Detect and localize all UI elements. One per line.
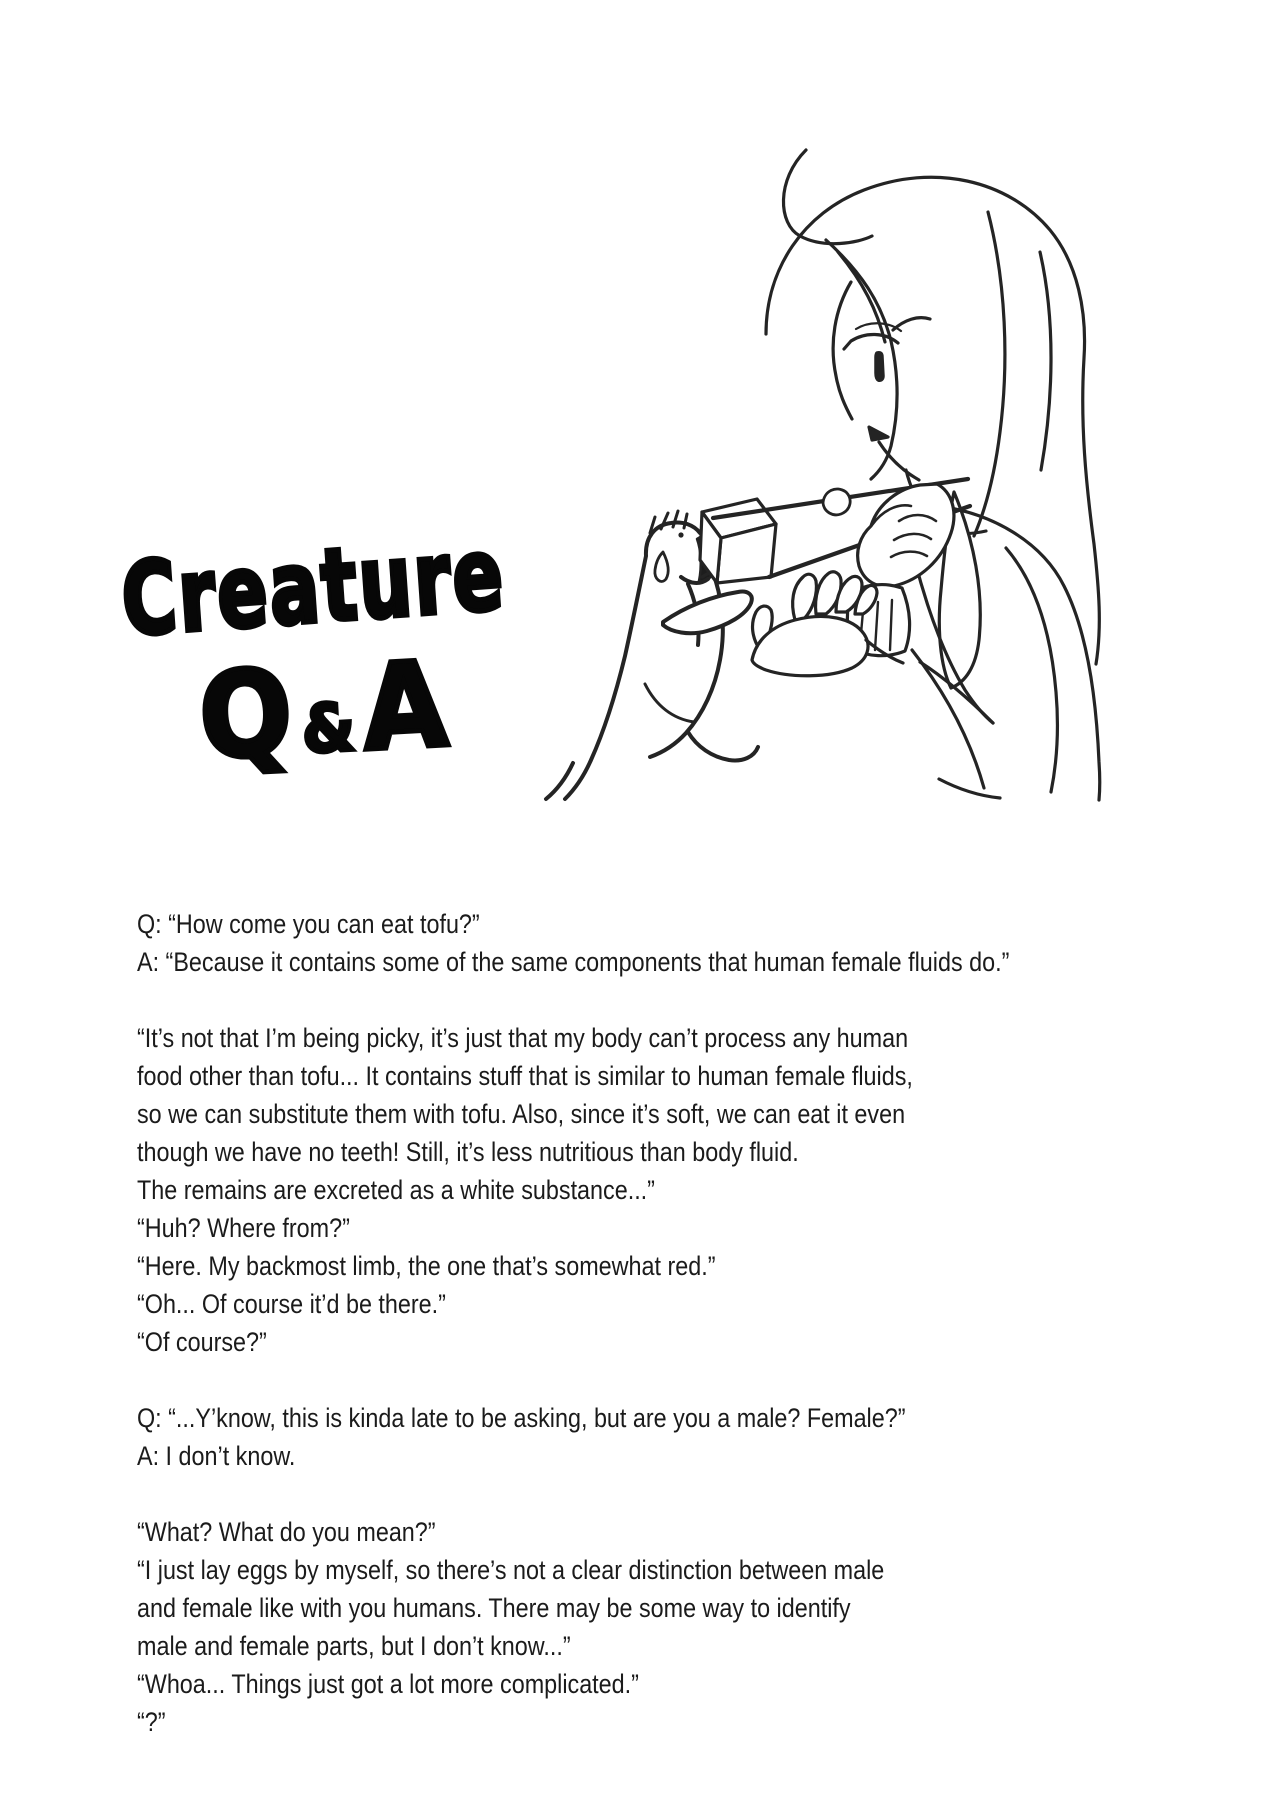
qa-paragraph: [137, 1513, 1037, 1741]
title-ampersand: &: [299, 688, 367, 769]
qa-paragraph: [137, 1399, 1037, 1475]
eye-pupil: [875, 352, 884, 382]
creature-belly-line: [645, 684, 694, 722]
qa-line: A: “Because it contains some of the same components that human female fluids do.”: [137, 947, 1010, 977]
creature-foot: [688, 732, 758, 760]
qa-line: so we can substitute them with tofu. Also, since it’s soft, we can eat it even: [137, 1099, 906, 1129]
qa-paragraph: [137, 905, 1037, 981]
qa-line: male and female parts, but I don’t know...”: [137, 1631, 571, 1661]
qa-line: The remains are excreted as a white substance...”: [137, 1175, 655, 1205]
qa-line: “It’s not that I’m being picky, it’s just that my body can’t process any human: [137, 1023, 909, 1053]
qa-line: “?”: [137, 1707, 166, 1737]
qa-line: and female like with you humans. There may be some way to identify: [137, 1593, 851, 1623]
creature-outline: [565, 522, 700, 799]
inner-arm-line: [1006, 548, 1057, 792]
qa-line: “Oh... Of course it’d be there.”: [137, 1289, 446, 1319]
hair-strand: [974, 212, 1005, 536]
creature-flipper: [663, 592, 752, 634]
hair-strand: [1040, 252, 1051, 470]
ahoge-hair-curl: [783, 150, 872, 244]
qa-line: “I just lay eggs by myself, so there’s not a clear distinction between male: [137, 1555, 885, 1585]
creature-eye: [678, 532, 683, 537]
qa-line: “Whoa... Things just got a lot more complicated.”: [137, 1669, 639, 1699]
title-a: A: [359, 634, 460, 778]
title-q: Q: [196, 642, 305, 786]
title-qanda: [196, 635, 460, 786]
qa-line: though we have no teeth! Still, it’s less nutritious than body fluid.: [137, 1137, 799, 1167]
qa-line: Q: “How come you can eat tofu?”: [137, 909, 480, 939]
qa-line: “What? What do you mean?”: [137, 1517, 436, 1547]
title-creature: Creature: [118, 515, 509, 659]
qa-line: food other than tofu... It contains stuff that is similar to human female fluids,: [137, 1061, 913, 1091]
qa-line: “Of course?”: [137, 1327, 267, 1357]
face-profile: [833, 282, 852, 419]
mouth: [869, 427, 888, 440]
qa-line: “Here. My backmost limb, the one that’s somewhat red.”: [137, 1251, 716, 1281]
qa-text-block: [137, 905, 1037, 1741]
qa-paragraph: [137, 1019, 1037, 1361]
qa-line: Q: “...Y’know, this is kinda late to be asking, but are you a male? Female?”: [137, 1403, 906, 1433]
skirt-line: [939, 779, 1000, 798]
bang-sweep: [826, 240, 897, 479]
index-finger-loop: [823, 489, 850, 515]
sweat-drop: [655, 552, 668, 581]
qa-line: “Huh? Where from?”: [137, 1213, 350, 1243]
qa-line: A: I don’t know.: [137, 1441, 296, 1471]
